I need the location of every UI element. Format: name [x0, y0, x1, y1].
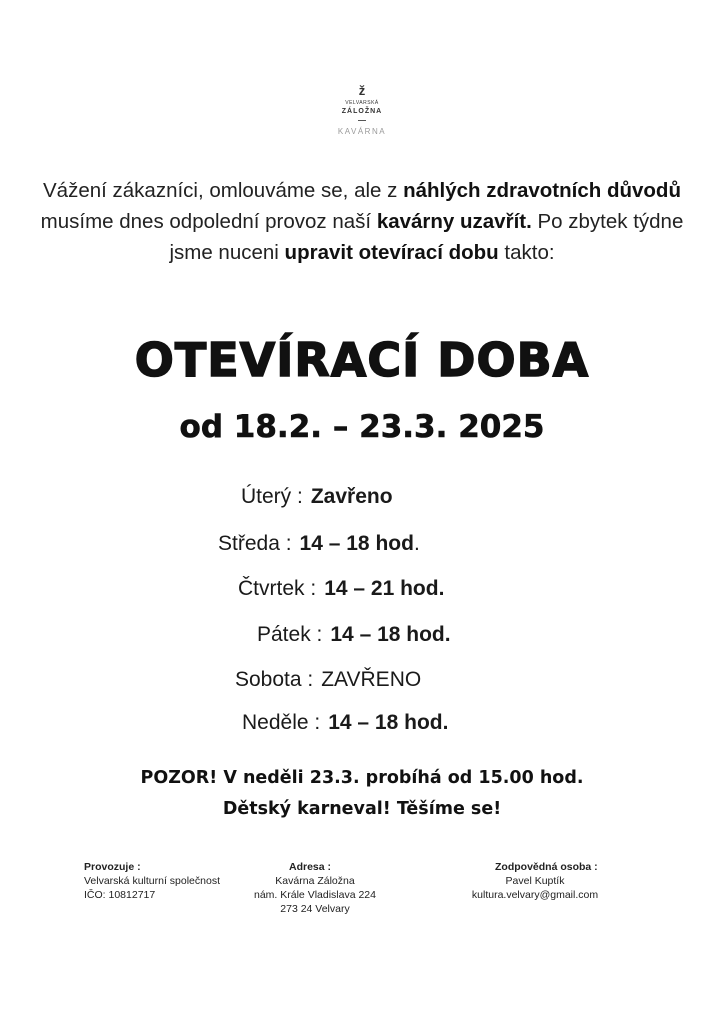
- address-line-1: Kavárna Záložna: [275, 875, 355, 887]
- day-label: Sobota :: [235, 668, 314, 691]
- logo-line-3: KAVÁRNA: [337, 127, 387, 136]
- address-line-2: nám. Krále Vladislava 224: [254, 889, 376, 901]
- logo-line-1: VELVARSKÁ: [345, 100, 379, 106]
- footer-operator: [84, 860, 220, 902]
- hours-value: Zavřeno: [310, 485, 393, 508]
- logo-mark-icon: ž: [358, 83, 366, 98]
- day-label: Středa :: [218, 532, 292, 555]
- intro-bold-3: upravit otevírací dobu: [284, 241, 499, 264]
- hours-row-sunday: [242, 709, 448, 737]
- hours-value: ZAVŘENO: [321, 668, 422, 691]
- page-title: OTEVÍRACÍ DOBA: [134, 333, 590, 387]
- day-label: Čtvrtek :: [238, 577, 317, 600]
- hours-row-friday: [257, 621, 451, 649]
- hours-row-tuesday: [241, 483, 393, 511]
- logo: [0, 84, 724, 137]
- contact-email: kultura.velvary@gmail.com: [471, 889, 599, 901]
- intro-bold-1: náhlých zdravotních důvodů: [403, 179, 681, 202]
- hours-row-thursday: [238, 575, 444, 603]
- intro-text-1: Vážení zákazníci, omlouváme se, ale z: [43, 179, 404, 202]
- hours-value: 14 – 18 hod: [299, 532, 414, 555]
- operator-name: Velvarská kulturní společnost: [84, 875, 220, 887]
- hours-row-wednesday: [218, 530, 420, 558]
- address-line-3: 273 24 Velvary: [280, 903, 350, 915]
- intro-text-2: musíme dnes odpolední provoz naší: [40, 210, 377, 233]
- intro-text-3: Po zbytek týdne jsme nuceni: [169, 210, 684, 264]
- date-range: od 18.2. – 23.3. 2025: [179, 409, 545, 445]
- hours-value: 14 – 18 hod.: [330, 623, 451, 646]
- logo-divider: [358, 120, 366, 121]
- notice-line-2: Dětský karneval! Těšíme se!: [222, 799, 502, 819]
- notice: [0, 763, 724, 825]
- day-label: Úterý :: [241, 485, 303, 508]
- operator-heading: Provozuje :: [84, 861, 141, 873]
- hours-value: 14 – 21 hod.: [324, 577, 445, 600]
- operator-ico: IČO: 10812717: [84, 889, 156, 901]
- footer-contact: [440, 860, 630, 902]
- contact-heading: Zodpovědná osoba :: [495, 861, 598, 873]
- day-label: Pátek :: [257, 623, 323, 646]
- hours-row-saturday: [235, 666, 421, 694]
- logo-line-2: ZÁLOŽNA: [341, 108, 383, 115]
- contact-name: Pavel Kuptík: [505, 875, 565, 887]
- intro-bold-2: kavárny uzavřít.: [376, 210, 532, 233]
- address-heading: Adresa :: [289, 861, 332, 873]
- hours-suffix: .: [413, 532, 420, 555]
- intro-text-4: takto:: [498, 241, 555, 264]
- hours-value: 14 – 18 hod.: [328, 711, 449, 734]
- day-label: Neděle :: [242, 711, 321, 734]
- intro-paragraph: [40, 175, 684, 268]
- footer-address: [240, 860, 390, 916]
- notice-line-1: POZOR! V neděli 23.3. probíhá od 15.00 hod.: [140, 768, 584, 788]
